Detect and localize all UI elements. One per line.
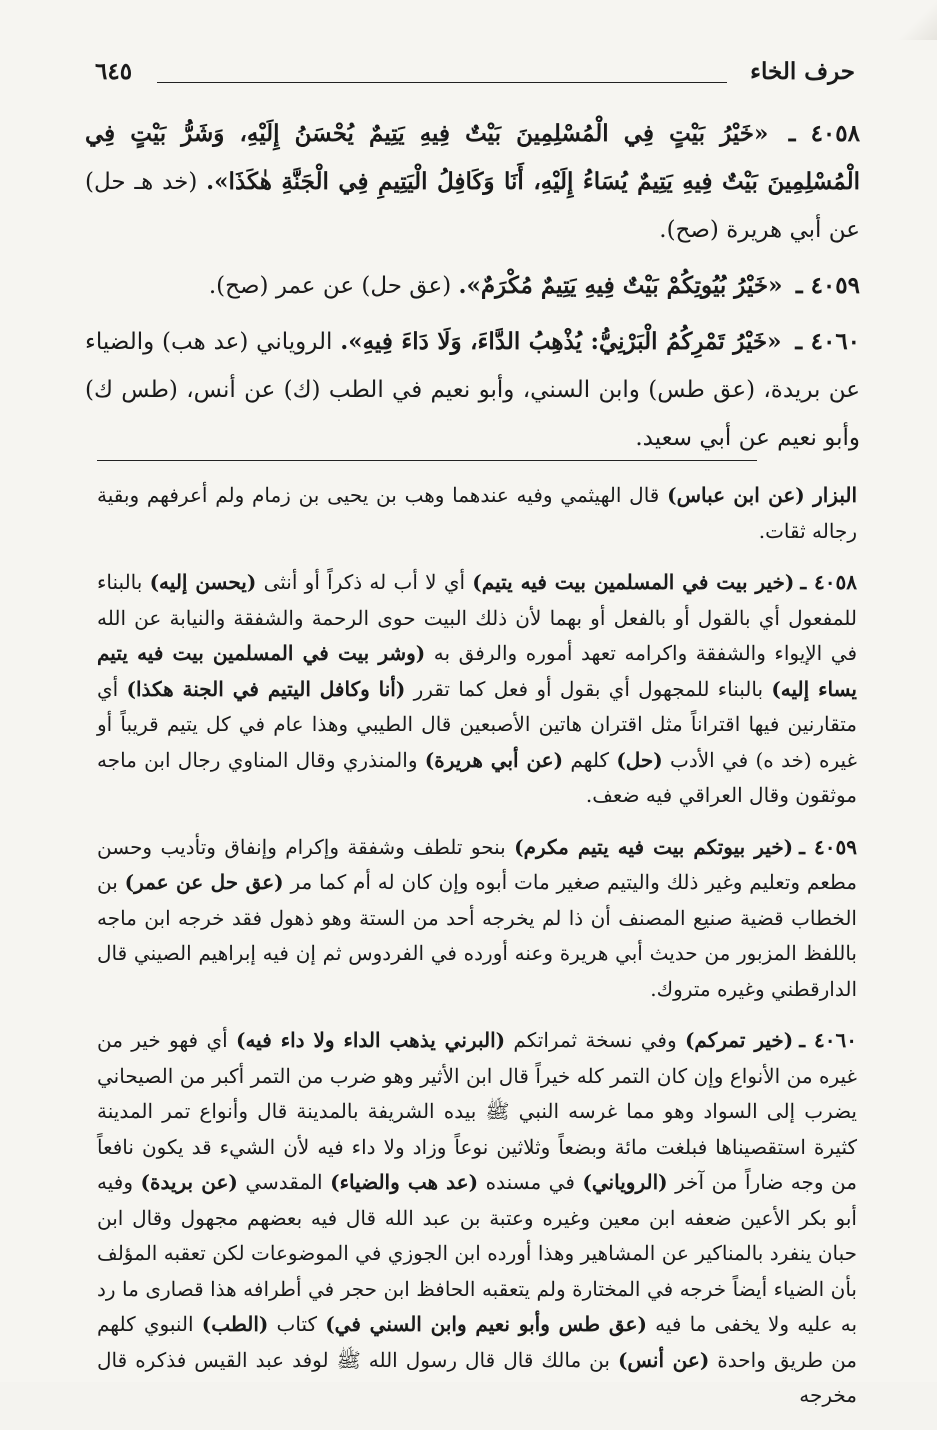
commentary-text: أي فهو خير من غيره من الأنواع وإن كان التمر كله خيراً قال ابن الأثير وهو ضرب من التمر أكبر من الصيحاني يضرب إلى السواد وهو مما غرسه النبي ﷺ بيده الشريفة بالمدينة قال وأنواع تمر المدينة كثيرة استقصيناها فبلغت مائة وبضعاً وثلاثين نوعاً وزاد ولا داء فيه لأن الشيء قد يكون نافعاً من وجه ضاراً من آخر	[97, 1028, 857, 1194]
hadith-number: ٤٠٥٩ ـ	[795, 272, 860, 299]
bold-phrase: (حل)	[616, 747, 663, 772]
hadith-number: ٤٠٥٨ ـ	[788, 120, 860, 147]
commentary-text: قال الهيثمي وفيه عندهما وهب بن يحيى بن زمام ولم أعرفهم وبقية رجاله ثقات.	[97, 483, 857, 543]
hadith-source: الروياني (عد هب) والضياء عن بريدة، (عق طس) وابن السني، وأبو نعيم في الطب (ك) عن أنس، (طس ك) وأبو نعيم عن أبي سعيد.	[85, 329, 860, 451]
hadith-matn: «خَيْرُ بَيْتٍ فِي الْمُسْلِمِينَ بَيْتٌ فِيهِ يَتِيمٌ يُحْسَنُ إِلَيْهِ، وَشَرُّ بَيْتٍ فِي الْمُسْلِمِينَ بَيْتٌ فِيهِ يَتِيمٌ يُسَاءُ إِلَيْهِ، أَنَا وَكَافِلُ الْيَتِيمِ فِي الْجَنَّةِ هٰكَذَا».	[85, 120, 861, 195]
hadith-matn: «خَيْرُ بُيُوتِكُمْ بَيْتٌ فِيهِ يَتِيمٌ مُكْرَمٌ».	[458, 272, 783, 299]
bold-phrase: (عن أنس)	[617, 1347, 710, 1372]
commentary-text: بن الخطاب قضية صنيع المصنف أن ذا لم يخرجه أحد من الستة وهو ذهول فقد خرجه ابن ماجه باللفظ المزبور من حديث أبي هريرة وعنه أورده في الفردوس ثم إن فيه إبراهيم الصيني قال الدارقطني وغيره متروك.	[97, 870, 857, 1001]
commentary-text: كتاب	[268, 1312, 326, 1336]
commentary-text: النبوي كلهم من طريق واحدة	[97, 1312, 858, 1372]
bold-phrase: (عن بريدة)	[140, 1170, 238, 1194]
bold-phrase: (عق طس وأبو نعيم وابن السني في)	[325, 1312, 647, 1336]
commentary-text: أي متقارنين فيها اقتراناً مثل اقتران هاتين الأصبعين قال الطيبي وهذا عام في كل يتيم قريباً أو غيره (خد ه) في الأدب	[97, 676, 858, 772]
commentary-text: وفي نسخة ثمراتكم	[505, 1028, 685, 1052]
hadith-entry	[85, 110, 860, 254]
bold-phrase: (البرني يذهب الداء ولا داء فيه)	[235, 1028, 506, 1052]
hadith-source: (عق حل) عن عمر (صح).	[208, 273, 452, 299]
commentary-text: والمنذري وقال المناوي رجال ابن ماجه موثقون وقال العراقي فيه ضعف.	[97, 747, 857, 807]
commentary-4059	[97, 830, 857, 1008]
bold-phrase: (أنا وكافل اليتيم في الجنة هكذا)	[126, 676, 406, 701]
commentary-text: أي لا أب له ذكراً أو أنثى	[256, 570, 473, 594]
bold-phrase: (خير بيوتكم بيت فيه يتيم مكرم)	[514, 834, 794, 859]
commentary-intro	[97, 478, 857, 549]
commentary-text: كلهم	[563, 747, 617, 772]
commentary-number: ٤٠٦٠ ـ	[799, 1028, 858, 1052]
hadith-number: ٤٠٦٠ ـ	[795, 328, 861, 355]
commentary-number: ٤٠٥٨ ـ	[800, 570, 858, 594]
commentary-text: بنحو تلطف وشفقة وإكرام وإنفاق وتأديب وحسن مطعم وتعليم وغير ذلك واليتيم صغير مات أبوه وإن كان له أم كما مر	[97, 834, 857, 894]
footnote-divider	[97, 460, 757, 461]
bold-phrase: (الروياني)	[582, 1170, 668, 1194]
bold-phrase: البزار (عن ابن عباس)	[667, 483, 858, 507]
hadith-matn: «خَيْرُ تَمْرِكُمُ الْبَرْنِيُّ: يُذْهِبُ الدَّاءَ، وَلَا دَاءَ فِيهِ».	[340, 328, 782, 355]
hadith-entry	[85, 318, 860, 462]
commentary-text: المقدسي	[237, 1170, 331, 1194]
scan-corner	[877, 0, 937, 40]
bold-phrase: (يحسن إليه)	[149, 570, 257, 594]
bold-phrase: (عد هب والضياء)	[330, 1170, 479, 1194]
commentary-text: وفيه أبو بكر الأعين ضعفه ابن معين وغيره وعتبة بن عبد الله قال فيه بعضهم مجهول وقال ابن حبان ينفرد بالمناكير عن المشاهير وهذا أورده ابن الجوزي في الموضوعات لكن تعقبه المؤلف بأن الضياء أيضاً خرجه في المختارة ولم يتعقبه الحافظ ابن حجر في أطرافه هذا قصارى ما رد به عليه ولا يخفى ما فيه	[97, 1170, 858, 1336]
bold-phrase: (الطب)	[201, 1312, 269, 1336]
commentary-4058	[97, 565, 857, 814]
bold-phrase: (وشر بيت في المسلمين بيت فيه يتيم يساء إليه)	[97, 641, 857, 701]
commentary-text: بن مالك قال قال رسول الله ﷺ لوفد عبد القيس فذكره قال مخرجه	[97, 1347, 857, 1407]
header-rule	[157, 82, 727, 83]
commentary-4060	[97, 1023, 857, 1414]
bold-phrase: (خير تمركم)	[684, 1028, 794, 1052]
chapter-title: حرف الخاء	[750, 58, 855, 85]
running-header	[95, 56, 855, 92]
commentary-section	[97, 478, 857, 1430]
bold-phrase: (عن أبي هريرة)	[424, 747, 564, 772]
commentary-text: بالبناء للمجهول أي بقول أو فعل كما تقرر	[405, 676, 772, 701]
page-number: ٦٤٥	[95, 58, 133, 85]
hadith-text	[85, 110, 860, 470]
commentary-text: في مسنده	[478, 1170, 583, 1194]
hadith-entry	[85, 262, 860, 310]
bold-phrase: (عق حل عن عمر)	[124, 870, 284, 894]
commentary-number: ٤٠٥٩ ـ	[799, 834, 858, 859]
commentary-text: بالبناء للمفعول أي بالقول أو بالفعل أو بهما لأن ذلك البيت حوى الرحمة والشفقة والنيابة عن الله في الإيواء والشفقة واكرامه تعهد أموره والرفق به	[97, 570, 858, 665]
bold-phrase: (خير بيت في المسلمين بيت فيه يتيم)	[472, 570, 795, 594]
hadith-source: (خد هـ حل) عن أبي هريرة (صح).	[85, 169, 860, 243]
